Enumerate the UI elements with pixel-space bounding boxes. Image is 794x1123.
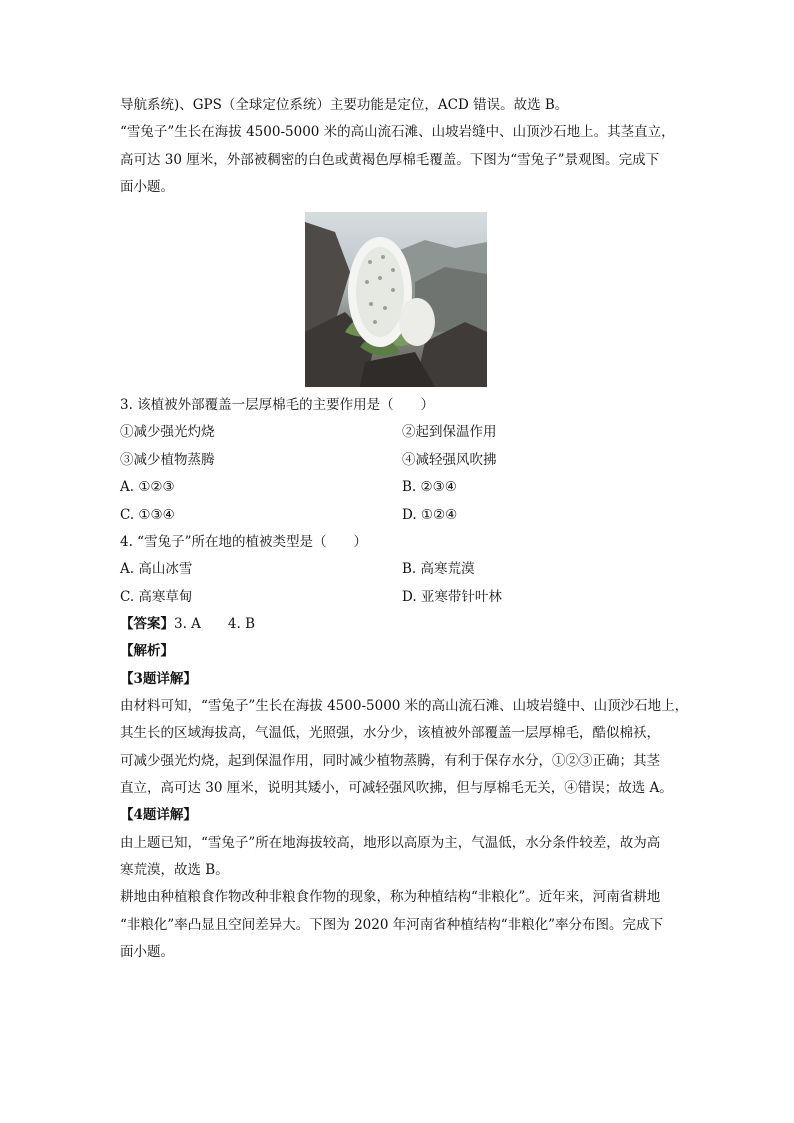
q3-option-a: A. ①②③	[120, 479, 175, 495]
q3-statement-1: ①减少强光灼烧	[120, 424, 215, 440]
snow-rabbit-photo-illustration	[305, 212, 487, 387]
q3-statement-3: ③减少植物蒸腾	[120, 452, 215, 468]
q4-option-a: A. 高山冰雪	[120, 561, 193, 577]
q3-option-d: D. ①②④	[402, 507, 458, 523]
answer-line	[120, 610, 680, 638]
q3-option-b: B. ②③④	[402, 479, 457, 495]
next-material-line: 耕地由种植粮食作物改种非粮食作物的现象，称为种植结构“非粮化”。近年来，河南省耕地	[120, 889, 661, 905]
q4-detail-heading: 【4题详解】	[120, 807, 197, 823]
next-material-line: “非粮化”率凸显且空间差异大。下图为 2020 年河南省种植结构“非粮化”率分布图。完成下	[120, 917, 664, 933]
analysis-heading: 【解析】	[120, 643, 174, 659]
q4-option-c: C. 高寒草甸	[120, 589, 193, 605]
answer-label: 【答案】	[120, 616, 174, 632]
answer-value: 3. A 4. B	[174, 616, 256, 632]
text-line: 导航系统)、GPS（全球定位系统）主要功能是定位，ACD 错误。故选 B。	[120, 97, 569, 113]
text-line: 面小题。	[120, 179, 174, 195]
q3-option-c: C. ①③④	[120, 507, 175, 523]
text-line: “雪兔子”生长在海拔 4500-5000 米的高山流石滩、山坡岩缝中、山顶沙石地上。其茎直立，	[120, 124, 675, 140]
q3-detail-line: 由材料可知，“雪兔子”生长在海拔 4500-5000 米的高山流石滩、山坡岩缝中、山顶沙石地上，	[120, 698, 689, 714]
q3-detail-heading: 【3题详解】	[120, 671, 197, 687]
q3-statement-2: ②起到保温作用	[402, 424, 497, 440]
q3-detail-line: 可减少强光灼烧，起到保温作用，同时减少植物蒸腾，有利于保存水分，①②③正确；其茎	[120, 753, 660, 769]
question-4-stem: 4. “雪兔子”所在地的植被类型是（ ）	[120, 534, 367, 550]
q4-detail-line: 由上题已知，“雪兔子”所在地海拔较高，地形以高原为主，气温低，水分条件较差，故为高	[120, 835, 661, 851]
q3-statement-4: ④减轻强风吹拂	[402, 452, 497, 468]
next-material-line: 面小题。	[120, 944, 174, 960]
text-line: 高可达 30 厘米，外部被稠密的白色或黄褐色厚棉毛覆盖。下图为“雪兔子”景观图。完成下	[120, 152, 660, 168]
snow-rabbit-photo	[305, 212, 487, 387]
q3-detail-line: 其生长的区域海拔高，气温低，光照强，水分少，该植被外部覆盖一层厚棉毛，酷似棉袄，	[120, 725, 660, 741]
q3-detail-line: 直立，高可达 30 厘米，说明其矮小，可减轻强风吹拂，但与厚棉毛无关，④错误；故选 A。	[120, 780, 673, 796]
question-3-stem: 3. 该植被外部覆盖一层厚棉毛的主要作用是（ ）	[120, 397, 435, 413]
q4-detail-line: 寒荒漠，故选 B。	[120, 862, 229, 878]
q4-option-d: D. 亚寒带针叶林	[402, 589, 502, 605]
q4-option-b: B. 高寒荒漠	[402, 561, 475, 577]
